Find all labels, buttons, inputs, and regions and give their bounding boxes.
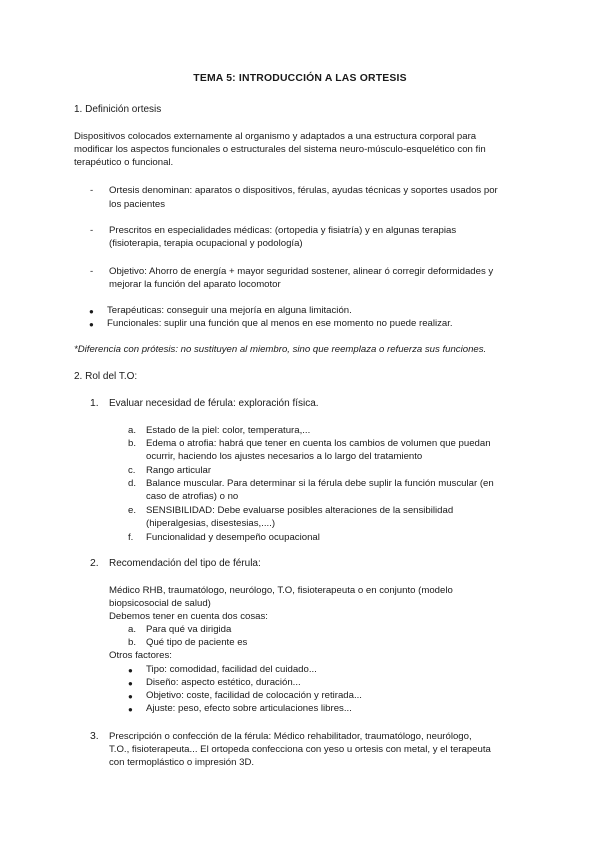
sub-b-line-2: ocurrir, haciendo los ajustes necesarios a lo largo del tratamiento (146, 451, 423, 462)
letter-c: c. (128, 465, 136, 476)
dash-item-3-line-2: mejorar la función del aparato locomotor (109, 279, 281, 290)
factor-4: Ajuste: peso, efecto sobre articulaciones libres... (146, 703, 352, 714)
sub-b-line-1: Edema o atrofia: habrá que tener en cuenta los cambios de volumen que puedan (146, 438, 491, 449)
item-3-line-1: Prescripción o confección de la férula: Médico rehabilitador, traumatólogo, neurólogo, (109, 731, 472, 742)
dash-marker: - (90, 185, 94, 196)
sub-f: Funcionalidad y desempeño ocupacional (146, 532, 320, 543)
dash-item-1-line-2: los pacientes (109, 199, 165, 210)
dash-marker: - (90, 225, 94, 236)
item-2-para-line-2: biopsicosocial de salud) (109, 598, 211, 609)
factor-2: Diseño: aspecto estético, duración... (146, 677, 301, 688)
letter-e: e. (128, 505, 137, 516)
bullet-marker: ● (128, 679, 133, 688)
sub-e-line-1: SENSIBILIDAD: Debe evaluarse posibles alteraciones de la sensibilidad (146, 505, 454, 516)
section-2-heading: 2. Rol del T.O: (74, 371, 138, 382)
letter-b: b. (128, 438, 137, 449)
letter-d: d. (128, 478, 137, 489)
sub-e-line-2: (hiperalgesias, disestesias,....) (146, 518, 276, 529)
letter-a: a. (128, 624, 137, 635)
dash-item-1-line-1: Ortesis denominan: aparatos o dispositivos, férulas, ayudas técnicas y soportes usados por (109, 185, 498, 196)
letter-b: b. (128, 637, 137, 648)
s1-para-line-1: Dispositivos colocados externamente al organismo y adaptados a una estructura corporal para (74, 131, 477, 142)
sub-a: Estado de la piel: color, temperatura,... (146, 425, 311, 436)
document-title: TEMA 5: INTRODUCCIÓN A LAS ORTESIS (193, 73, 407, 84)
bullet-marker: ● (128, 705, 133, 714)
bullet-marker: ● (89, 320, 94, 329)
letter-f: f. (128, 532, 134, 543)
section-1-heading: 1. Definición ortesis (74, 104, 162, 115)
sub-d-line-1: Balance muscular. Para determinar si la férula debe suplir la función muscular (en (146, 478, 494, 489)
bullet-marker: ● (128, 692, 133, 701)
item-2-label: Recomendación del tipo de férula: (109, 558, 261, 569)
factor-3: Objetivo: coste, facilidad de colocación y retirada... (146, 690, 362, 701)
list-number-2: 2. (90, 558, 99, 569)
sub-d-line-2: caso de atrofias) o no (146, 491, 239, 502)
letter-a: a. (128, 425, 137, 436)
bullet-item-2: Funcionales: suplir una función que al menos en ese momento no puede realizar. (107, 318, 453, 329)
item-3-line-3: con termoplástico o impresión 3D. (109, 757, 255, 768)
item-3-line-2: T.O., fisioterapeuta... El ortopeda confecciona con yeso u ortesis con metal, y el terapeuta (109, 744, 491, 755)
bullet-item-1: Terapéuticas: conseguir una mejoría en alguna limitación. (107, 305, 352, 316)
bullet-marker: ● (89, 307, 94, 316)
otros-line: Otros factores: (109, 650, 172, 661)
list-number-3: 3. (90, 731, 99, 742)
item-2-para-line-1: Médico RHB, traumatólogo, neurólogo, T.O, fisioterapeuta o en conjunto (modelo (109, 585, 453, 596)
sub-c: Rango articular (146, 465, 212, 476)
bullet-marker: ● (128, 666, 133, 675)
s1-para-line-2: modificar los aspectos funcionales o estructurales del sistema neuro-músculo-esquelético con fin (74, 144, 486, 155)
list-number-1: 1. (90, 398, 99, 409)
ab-item-a: Para qué va dirigida (146, 624, 232, 635)
factor-1: Tipo: comodidad, facilidad del cuidado... (146, 664, 317, 675)
dash-item-2-line-2: (fisioterapia, terapia ocupacional y podología) (109, 238, 303, 249)
item-1-label: Evaluar necesidad de férula: exploración física. (109, 398, 319, 409)
s1-para-line-3: terapéutico o funcional. (74, 157, 174, 168)
italic-note: *Diferencia con prótesis: no sustituyen al miembro, sino que reemplaza o refuerza sus funciones. (74, 344, 487, 355)
dash-marker: - (90, 266, 94, 277)
dash-item-2-line-1: Prescritos en especialidades médicas: (ortopedia y fisiatría) y en algunas terapias (109, 225, 457, 236)
debemos-line: Debemos tener en cuenta dos cosas: (109, 611, 268, 622)
ab-item-b: Qué tipo de paciente es (146, 637, 248, 648)
dash-item-3-line-1: Objetivo: Ahorro de energía + mayor seguridad sostener, alinear ó corregir deformidades y (109, 266, 494, 277)
